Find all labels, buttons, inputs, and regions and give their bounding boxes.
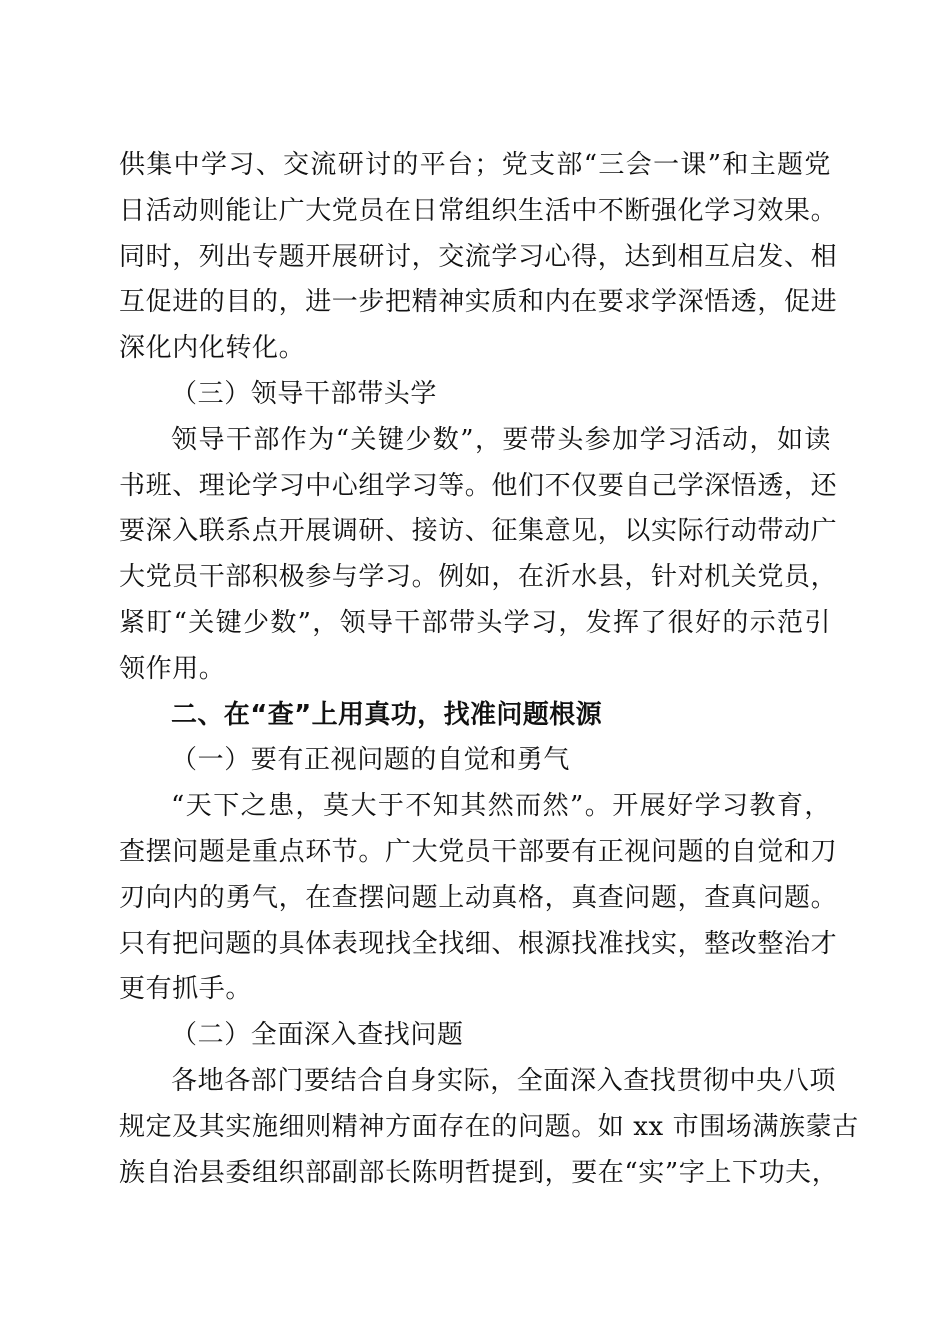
paragraph-line: “天下之患，莫大于不知其然而然”。开展好学习教育，	[171, 791, 831, 822]
paragraph-line: 互促进的目的，进一步把精神实质和内在要求学深悟透，促进	[119, 287, 838, 318]
subsection-2-2-title: （二）全面深入查找问题	[171, 1020, 464, 1051]
paragraph-line: 领导干部作为“关键少数”，要带头参加学习活动，如读	[171, 424, 831, 455]
paragraph-line: 同时，列出专题开展研讨，交流学习心得，达到相互启发、相	[119, 241, 838, 272]
paragraph-line: 更有抓手。	[119, 974, 253, 1005]
paragraph-line: 各地各部门要结合自身实际，全面深入查找贯彻中央八项	[171, 1065, 837, 1096]
paragraph-line: 大党员干部积极参与学习。例如，在沂水县，针对机关党员，	[119, 562, 838, 593]
paragraph-line: 要深入联系点开展调研、接访、征集意见，以实际行动带动广	[119, 516, 838, 547]
subsection-3-title: （三）领导干部带头学	[171, 378, 438, 409]
paragraph-line: 书班、理论学习中心组学习等。他们不仅要自己学深悟透，还	[119, 470, 838, 501]
paragraph-line: 领作用。	[119, 653, 226, 684]
paragraph-line: 深化内化转化。	[119, 333, 306, 364]
document-page	[119, 143, 859, 1196]
paragraph-line: 日活动则能让广大党员在日常组织生活中不断强化学习效果。	[119, 195, 838, 226]
subsection-2-1-title: （一）要有正视问题的自觉和勇气	[171, 745, 571, 776]
section-2-title: 二、在“查”上用真功，找准问题根源	[171, 699, 602, 730]
paragraph-line: 刃向内的勇气，在查摆问题上动真格，真查问题，查真问题。	[119, 882, 838, 913]
paragraph-line: 紧盯“关键少数”，领导干部带头学习，发挥了很好的示范引	[119, 607, 831, 638]
paragraph-line: 族自治县委组织部副部长陈明哲提到，要在“实”字上下功夫，	[119, 1157, 839, 1188]
paragraph-line: 规定及其实施细则精神方面存在的问题。如 xx 市围场满族蒙古	[119, 1111, 859, 1142]
paragraph-line: 供集中学习、交流研讨的平台；党支部“三会一课”和主题党	[119, 150, 831, 180]
paragraph-line: 查摆问题是重点环节。广大党员干部要有正视问题的自觉和刀	[119, 836, 838, 867]
paragraph-line: 只有把问题的具体表现找全找细、根源找准找实，整改整治才	[119, 928, 838, 959]
